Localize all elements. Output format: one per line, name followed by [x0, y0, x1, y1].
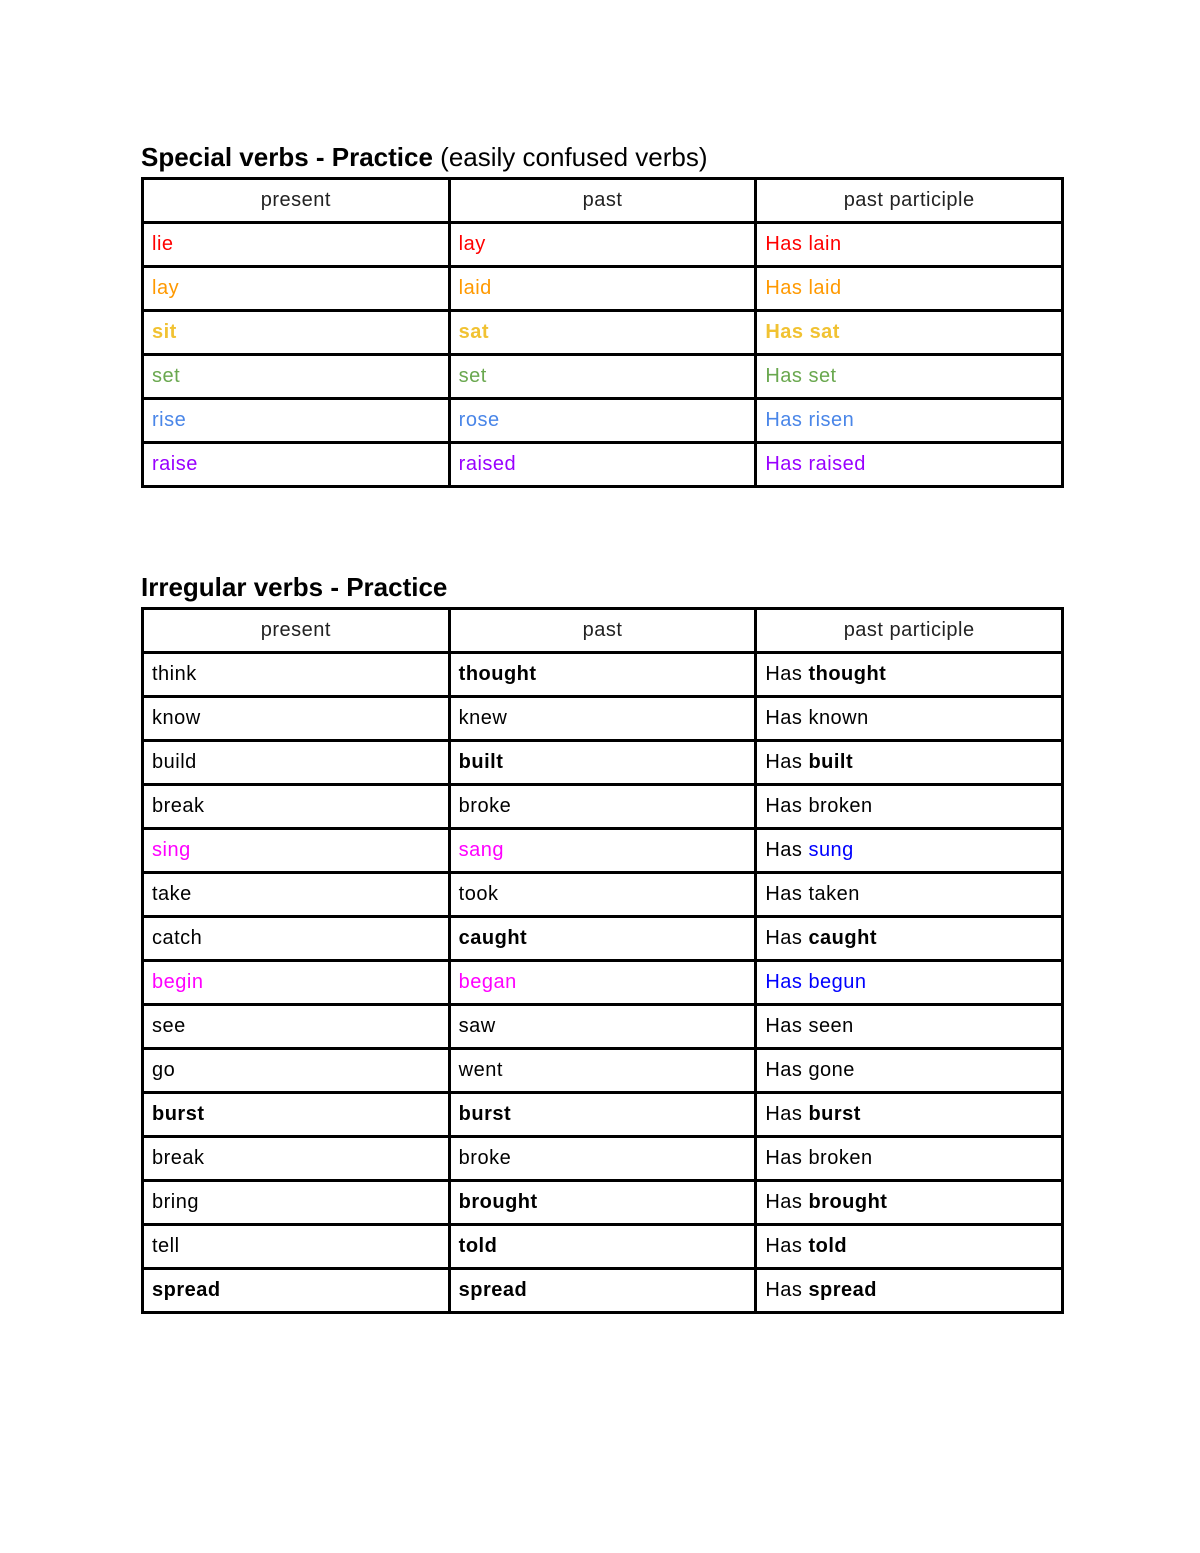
present-verb: see [152, 1015, 186, 1037]
has-prefix: Has [765, 1279, 809, 1301]
past-participle-verb: thought [808, 663, 887, 685]
table-row [143, 1181, 1063, 1225]
special-verbs-table [141, 177, 1064, 488]
present-verb: take [152, 883, 192, 905]
present-verb: sit [152, 321, 177, 343]
present-cell [143, 1181, 450, 1225]
has-prefix: Has [765, 1235, 809, 1257]
present-verb: spread [152, 1279, 221, 1301]
present-cell [143, 785, 450, 829]
present-verb: bring [152, 1191, 199, 1213]
table-row [143, 917, 1063, 961]
has-prefix: Has [765, 321, 810, 343]
present-cell [143, 1093, 450, 1137]
past-cell [449, 1269, 756, 1313]
past-participle-cell [756, 1005, 1063, 1049]
past-cell [449, 1005, 756, 1049]
past-participle-verb: spread [808, 1279, 878, 1301]
header-past: past [449, 179, 756, 223]
present-verb: burst [152, 1103, 205, 1125]
header-past-participle: past participle [756, 609, 1063, 653]
past-cell [449, 653, 756, 697]
past-participle-verb: seen [808, 1015, 854, 1037]
past-participle-cell [756, 443, 1063, 487]
has-prefix: Has [765, 1191, 809, 1213]
past-participle-verb: told [808, 1235, 848, 1257]
past-participle-cell [756, 355, 1063, 399]
past-verb: built [458, 751, 504, 773]
past-verb: raised [458, 453, 517, 475]
present-cell [143, 829, 450, 873]
table-header-row [143, 609, 1063, 653]
present-cell [143, 443, 450, 487]
present-verb: tell [152, 1235, 180, 1257]
present-cell [143, 873, 450, 917]
table-row [143, 267, 1063, 311]
past-cell [449, 223, 756, 267]
past-cell [449, 785, 756, 829]
past-verb: went [458, 1059, 503, 1081]
past-participle-cell [756, 1093, 1063, 1137]
table-row [143, 1269, 1063, 1313]
past-participle-verb: sat [809, 321, 840, 343]
past-participle-verb: begun [808, 971, 867, 993]
past-participle-cell [756, 311, 1063, 355]
has-prefix: Has [765, 663, 809, 685]
past-participle-verb: caught [808, 927, 877, 949]
has-prefix: Has [765, 971, 809, 993]
past-participle-cell [756, 1269, 1063, 1313]
present-verb: raise [152, 453, 198, 475]
past-participle-cell [756, 1225, 1063, 1269]
present-cell [143, 355, 450, 399]
present-verb: lay [152, 277, 180, 299]
table-row [143, 399, 1063, 443]
header-past: past [449, 609, 756, 653]
has-prefix: Has [765, 409, 809, 431]
past-verb: thought [458, 663, 537, 685]
present-cell [143, 1225, 450, 1269]
has-prefix: Has [765, 1059, 809, 1081]
present-verb: lie [152, 233, 174, 255]
irregular-verbs-title [141, 572, 447, 602]
past-verb: broke [458, 1147, 512, 1169]
past-cell [449, 399, 756, 443]
table-header-row [143, 179, 1063, 223]
past-cell [449, 1049, 756, 1093]
past-cell [449, 829, 756, 873]
table-row [143, 785, 1063, 829]
header-present: present [143, 609, 450, 653]
table-row [143, 1049, 1063, 1093]
past-participle-verb: burst [808, 1103, 861, 1125]
past-participle-cell [756, 829, 1063, 873]
past-verb: burst [458, 1103, 512, 1125]
past-cell [449, 961, 756, 1005]
past-participle-cell [756, 1049, 1063, 1093]
past-cell [449, 311, 756, 355]
past-participle-cell [756, 653, 1063, 697]
present-verb: sing [152, 839, 191, 861]
special-verbs-title-note: (easily confused verbs) [432, 142, 708, 172]
past-verb: knew [458, 707, 508, 729]
past-participle-verb: gone [808, 1059, 855, 1081]
present-cell [143, 1049, 450, 1093]
past-verb: rose [458, 409, 500, 431]
header-past-participle: past participle [756, 179, 1063, 223]
table-row [143, 653, 1063, 697]
past-verb: brought [458, 1191, 538, 1213]
past-verb: spread [458, 1279, 528, 1301]
table-row [143, 961, 1063, 1005]
has-prefix: Has [765, 927, 809, 949]
past-cell [449, 917, 756, 961]
has-prefix: Has [765, 883, 809, 905]
past-participle-verb: known [808, 707, 869, 729]
past-verb: set [458, 365, 487, 387]
past-participle-cell [756, 917, 1063, 961]
table-row [143, 1005, 1063, 1049]
past-cell [449, 1181, 756, 1225]
present-cell [143, 917, 450, 961]
past-participle-verb: laid [808, 277, 842, 299]
past-verb: took [458, 883, 499, 905]
present-verb: rise [152, 409, 187, 431]
past-participle-verb: brought [808, 1191, 888, 1213]
has-prefix: Has [765, 453, 809, 475]
past-cell [449, 355, 756, 399]
has-prefix: Has [765, 1103, 809, 1125]
past-participle-verb: lain [808, 233, 842, 255]
past-participle-verb: raised [808, 453, 866, 475]
past-verb: lay [458, 233, 486, 255]
present-cell [143, 697, 450, 741]
present-cell [143, 1137, 450, 1181]
past-cell [449, 1093, 756, 1137]
table-row [143, 741, 1063, 785]
present-cell [143, 961, 450, 1005]
table-row [143, 311, 1063, 355]
present-verb: build [152, 751, 197, 773]
table-row [143, 1225, 1063, 1269]
past-participle-cell [756, 223, 1063, 267]
special-verbs-rows [143, 223, 1063, 487]
present-verb: catch [152, 927, 203, 949]
past-participle-cell [756, 961, 1063, 1005]
present-verb: know [152, 707, 201, 729]
has-prefix: Has [765, 751, 809, 773]
present-verb: think [152, 663, 197, 685]
present-cell [143, 267, 450, 311]
table-row [143, 355, 1063, 399]
past-participle-cell [756, 399, 1063, 443]
present-cell [143, 399, 450, 443]
past-participle-verb: broken [808, 1147, 873, 1169]
past-verb: sat [458, 321, 490, 343]
past-participle-cell [756, 267, 1063, 311]
past-verb: told [458, 1235, 498, 1257]
past-participle-cell [756, 1137, 1063, 1181]
past-participle-verb: taken [808, 883, 860, 905]
irregular-verbs-rows [143, 653, 1063, 1313]
present-cell [143, 653, 450, 697]
has-prefix: Has [765, 365, 809, 387]
present-cell [143, 741, 450, 785]
present-verb: set [152, 365, 181, 387]
past-verb: began [458, 971, 517, 993]
present-cell [143, 1269, 450, 1313]
has-prefix: Has [765, 1015, 809, 1037]
past-verb: laid [458, 277, 492, 299]
past-verb: broke [458, 795, 512, 817]
present-verb: break [152, 1147, 205, 1169]
present-verb: begin [152, 971, 204, 993]
past-participle-verb: broken [808, 795, 873, 817]
past-cell [449, 873, 756, 917]
special-verbs-title-main: Special verbs - Practice [141, 142, 433, 172]
header-present: present [143, 179, 450, 223]
past-participle-cell [756, 697, 1063, 741]
past-participle-cell [756, 1181, 1063, 1225]
past-cell [449, 1137, 756, 1181]
has-prefix: Has [765, 1147, 809, 1169]
past-participle-verb: built [808, 751, 854, 773]
past-participle-cell [756, 785, 1063, 829]
irregular-verbs-table [141, 607, 1064, 1314]
table-row [143, 223, 1063, 267]
table-row [143, 1093, 1063, 1137]
table-row [143, 443, 1063, 487]
past-cell [449, 697, 756, 741]
has-prefix: Has [765, 233, 809, 255]
present-cell [143, 311, 450, 355]
irregular-verbs-title-main: Irregular verbs - Practice [141, 572, 448, 602]
past-cell [449, 741, 756, 785]
present-cell [143, 1005, 450, 1049]
past-participle-cell [756, 873, 1063, 917]
has-prefix: Has [765, 277, 809, 299]
past-verb: caught [458, 927, 528, 949]
table-row [143, 829, 1063, 873]
past-participle-verb: risen [808, 409, 855, 431]
has-prefix: Has [765, 839, 809, 861]
past-participle-cell [756, 741, 1063, 785]
table-row [143, 1137, 1063, 1181]
present-verb: go [152, 1059, 176, 1081]
past-participle-verb: set [808, 365, 837, 387]
past-cell [449, 267, 756, 311]
present-verb: break [152, 795, 205, 817]
past-cell [449, 1225, 756, 1269]
table-row [143, 697, 1063, 741]
table-row [143, 873, 1063, 917]
present-cell [143, 223, 450, 267]
past-cell [449, 443, 756, 487]
has-prefix: Has [765, 707, 809, 729]
special-verbs-title [141, 142, 708, 172]
past-verb: sang [458, 839, 505, 861]
past-participle-verb: sung [808, 839, 854, 861]
past-verb: saw [458, 1015, 496, 1037]
has-prefix: Has [765, 795, 809, 817]
